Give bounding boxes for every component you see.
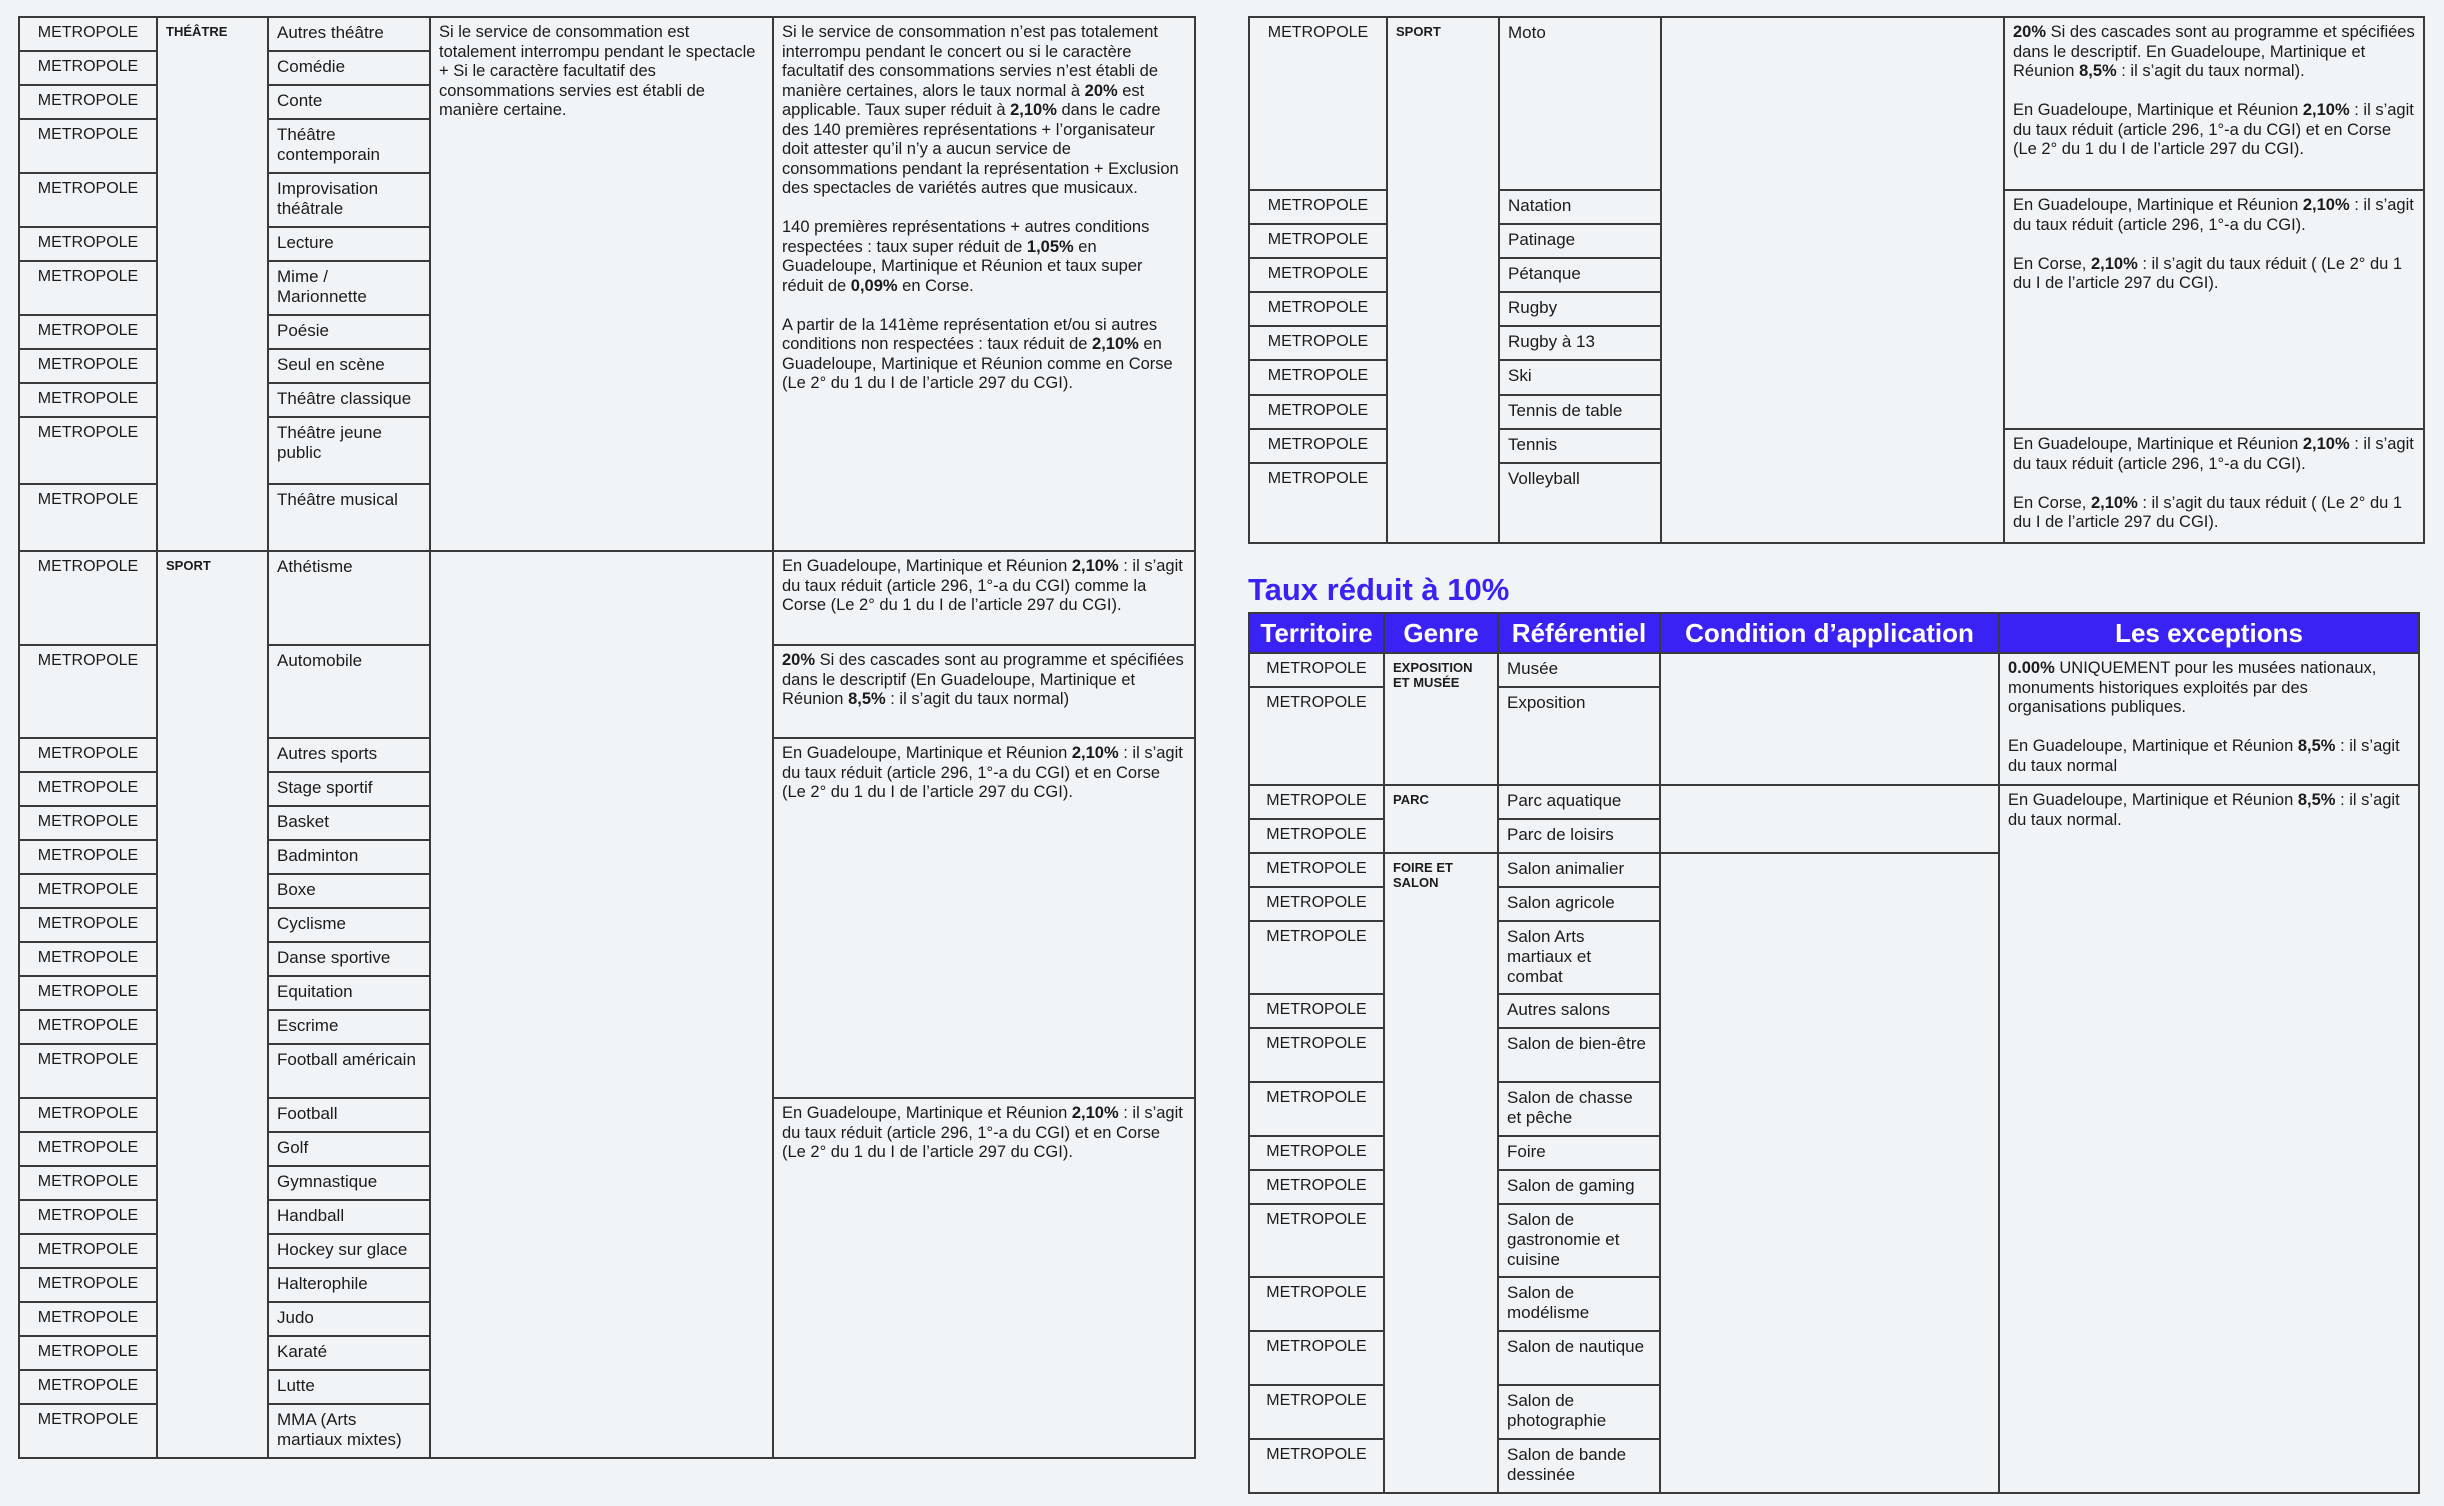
referentiel-cell: Salon de bien-être bbox=[1498, 1028, 1660, 1082]
referentiel-cell: MMA (Arts martiaux mixtes) bbox=[268, 1404, 430, 1458]
referentiel-cell: Natation bbox=[1499, 190, 1661, 224]
rate-highlight: 20% bbox=[2013, 23, 2047, 41]
header-territoire: Territoire bbox=[1249, 613, 1384, 653]
territory-cell: METROPOLE bbox=[19, 874, 157, 908]
territory-cell: METROPOLE bbox=[1249, 190, 1387, 224]
territory-cell: METROPOLE bbox=[1249, 1136, 1384, 1170]
territory-cell: METROPOLE bbox=[19, 1132, 157, 1166]
referentiel-cell: Tennis de table bbox=[1499, 395, 1661, 429]
right-bottom-table-panel bbox=[1248, 612, 2420, 1494]
referentiel-cell: Stage sportif bbox=[268, 772, 430, 806]
condition-cell bbox=[430, 551, 773, 1458]
referentiel-cell: Handball bbox=[268, 1200, 430, 1234]
referentiel-cell: Equitation bbox=[268, 976, 430, 1010]
referentiel-cell: Salon de photographie bbox=[1498, 1385, 1660, 1439]
referentiel-cell: Salon Arts martiaux et combat bbox=[1498, 921, 1660, 994]
referentiel-cell: Improvisation théâtrale bbox=[268, 173, 430, 227]
referentiel-cell: Autres salons bbox=[1498, 994, 1660, 1028]
referentiel-cell: Badminton bbox=[268, 840, 430, 874]
territory-cell: METROPOLE bbox=[19, 738, 157, 772]
condition-cell: Si le service de consommation est totalement interrompu pendant le spectacle + Si le caractère facultatif des consommations servies est établi de manière certaine. bbox=[430, 17, 773, 551]
genre-cell-exposition: EXPOSITION ET MUSÉE bbox=[1384, 653, 1498, 785]
territory-cell: METROPOLE bbox=[19, 484, 157, 551]
referentiel-cell: Parc aquatique bbox=[1498, 785, 1660, 819]
referentiel-cell: Moto bbox=[1499, 17, 1661, 190]
rate-highlight: 2,10% bbox=[1071, 744, 1119, 762]
referentiel-cell: Autres théâtre bbox=[268, 17, 430, 51]
rate-highlight: 2,10% bbox=[2302, 101, 2350, 119]
territory-cell: METROPOLE bbox=[1249, 853, 1384, 887]
rate-highlight: 0,09% bbox=[850, 276, 898, 295]
territory-cell: METROPOLE bbox=[1249, 360, 1387, 395]
table-row bbox=[1249, 17, 2424, 190]
rate-highlight: 0.00% bbox=[2008, 659, 2055, 677]
referentiel-cell: Autres sports bbox=[268, 738, 430, 772]
territory-cell: METROPOLE bbox=[1249, 687, 1384, 785]
referentiel-cell: Foire bbox=[1498, 1136, 1660, 1170]
rate-highlight: 2,10% bbox=[2302, 435, 2350, 453]
exception-cell: En Guadeloupe, Martinique et Réunion 8,5% : il s’agit du taux normal. bbox=[1999, 785, 2419, 1493]
territory-cell: METROPOLE bbox=[19, 976, 157, 1010]
referentiel-cell: Salon animalier bbox=[1498, 853, 1660, 887]
referentiel-cell: Boxe bbox=[268, 874, 430, 908]
exception-cell: 20% Si des cascades sont au programme et spécifiées dans le descriptif (En Guadeloupe, Martinique et Réunion 8,5% : il s’agit du taux normal) bbox=[773, 645, 1195, 738]
exception-cell: En Guadeloupe, Martinique et Réunion 2,10% : il s’agit du taux réduit (article 296, 1°-a du CGI). En Corse, 2,10% : il s’agit du taux réduit ( (Le 2° du 1 du I de l’article 297 du CGI). bbox=[2004, 429, 2424, 543]
territory-cell: METROPOLE bbox=[1249, 1439, 1384, 1493]
territory-cell: METROPOLE bbox=[1249, 463, 1387, 543]
right-sport-table bbox=[1248, 16, 2425, 544]
exception-cell: En Guadeloupe, Martinique et Réunion 2,10% : il s’agit du taux réduit (article 296, 1°-a du CGI) comme la Corse (Le 2° du 1 du I de l’article 297 du CGI). bbox=[773, 551, 1195, 645]
referentiel-cell: Gymnastique bbox=[268, 1166, 430, 1200]
referentiel-cell: Salon de gaming bbox=[1498, 1170, 1660, 1204]
territory-cell: METROPOLE bbox=[19, 1200, 157, 1234]
territory-cell: METROPOLE bbox=[19, 1404, 157, 1458]
territory-cell: METROPOLE bbox=[19, 1098, 157, 1132]
territory-cell: METROPOLE bbox=[19, 840, 157, 874]
exception-cell: En Guadeloupe, Martinique et Réunion 2,10% : il s’agit du taux réduit (article 296, 1°-a du CGI) et en Corse (Le 2° du 1 du I de l’article 297 du CGI). bbox=[773, 1098, 1195, 1458]
territory-cell: METROPOLE bbox=[19, 942, 157, 976]
territory-cell: METROPOLE bbox=[1249, 1028, 1384, 1082]
territory-cell: METROPOLE bbox=[19, 908, 157, 942]
referentiel-cell: Tennis bbox=[1499, 429, 1661, 463]
left-table-panel bbox=[18, 16, 1196, 1459]
referentiel-cell: Rugby bbox=[1499, 292, 1661, 326]
rate-highlight: 2,10% bbox=[1010, 101, 1057, 119]
territory-cell: METROPOLE bbox=[1249, 785, 1384, 819]
genre-cell-theatre: THÉÂTRE bbox=[157, 17, 268, 551]
referentiel-cell: Exposition bbox=[1498, 687, 1660, 785]
territory-cell: METROPOLE bbox=[19, 417, 157, 484]
rate-highlight: 2,10% bbox=[1092, 335, 1139, 353]
section-title: Taux réduit à 10% bbox=[1248, 572, 1510, 607]
territory-cell: METROPOLE bbox=[19, 227, 157, 261]
territory-cell: METROPOLE bbox=[1249, 224, 1387, 258]
territory-cell: METROPOLE bbox=[19, 173, 157, 227]
territory-cell: METROPOLE bbox=[1249, 258, 1387, 292]
rate-highlight: 8,5% bbox=[2297, 791, 2336, 809]
territory-cell: METROPOLE bbox=[1249, 326, 1387, 360]
referentiel-cell: Rugby à 13 bbox=[1499, 326, 1661, 360]
referentiel-cell: Automobile bbox=[268, 645, 430, 738]
territory-cell: METROPOLE bbox=[1249, 292, 1387, 326]
exception-cell: En Guadeloupe, Martinique et Réunion 2,10% : il s’agit du taux réduit (article 296, 1°-a du CGI) et en Corse (Le 2° du 1 du I de l’article 297 du CGI). bbox=[773, 738, 1195, 1098]
rate-highlight: 2,10% bbox=[2090, 254, 2138, 273]
right-top-table-panel bbox=[1248, 16, 2425, 544]
referentiel-cell: Hockey sur glace bbox=[268, 1234, 430, 1268]
rate-highlight: 2,10% bbox=[1071, 1104, 1119, 1122]
referentiel-cell: Pétanque bbox=[1499, 258, 1661, 292]
territory-cell: METROPOLE bbox=[19, 1336, 157, 1370]
referentiel-cell: Football bbox=[268, 1098, 430, 1132]
referentiel-cell: Salon de modélisme bbox=[1498, 1277, 1660, 1331]
territory-cell: METROPOLE bbox=[19, 85, 157, 119]
left-rate-table bbox=[18, 16, 1196, 1459]
referentiel-cell: Conte bbox=[268, 85, 430, 119]
territory-cell: METROPOLE bbox=[1249, 887, 1384, 921]
territory-cell: METROPOLE bbox=[19, 772, 157, 806]
territory-cell: METROPOLE bbox=[1249, 17, 1387, 190]
rate-highlight: 2,10% bbox=[1071, 557, 1119, 575]
territory-cell: METROPOLE bbox=[19, 1166, 157, 1200]
territory-cell: METROPOLE bbox=[1249, 1082, 1384, 1136]
rate-highlight: 8,5% bbox=[2297, 737, 2336, 755]
referentiel-cell: Poésie bbox=[268, 315, 430, 349]
header-condition: Condition d’application bbox=[1660, 613, 1999, 653]
referentiel-cell: Salon de chasse et pêche bbox=[1498, 1082, 1660, 1136]
genre-cell-parc: PARC bbox=[1384, 785, 1498, 853]
territory-cell: METROPOLE bbox=[19, 645, 157, 738]
table-row bbox=[19, 17, 1195, 51]
referentiel-cell: Théâtre jeune public bbox=[268, 417, 430, 484]
genre-cell-sport: SPORT bbox=[1387, 17, 1499, 543]
referentiel-cell: Mime / Marionnette bbox=[268, 261, 430, 315]
table-row bbox=[1249, 653, 2419, 687]
territory-cell: METROPOLE bbox=[1249, 1277, 1384, 1331]
referentiel-cell: Athétisme bbox=[268, 551, 430, 645]
rate-highlight: 20% bbox=[782, 651, 816, 669]
rate-highlight: 20% bbox=[1084, 81, 1118, 100]
exception-cell: En Guadeloupe, Martinique et Réunion 2,10% : il s’agit du taux réduit (article 296, 1°-a du CGI). En Corse, 2,10% : il s’agit du taux réduit ( (Le 2° du 1 du I de l’article 297 du CGI). bbox=[2004, 190, 2424, 429]
referentiel-cell: Salon de gastronomie et cuisine bbox=[1498, 1204, 1660, 1277]
referentiel-cell: Lutte bbox=[268, 1370, 430, 1404]
territory-cell: METROPOLE bbox=[19, 1302, 157, 1336]
referentiel-cell: Patinage bbox=[1499, 224, 1661, 258]
territory-cell: METROPOLE bbox=[1249, 395, 1387, 429]
referentiel-cell: Musée bbox=[1498, 653, 1660, 687]
header-genre: Genre bbox=[1384, 613, 1498, 653]
referentiel-cell: Théâtre musical bbox=[268, 484, 430, 551]
exception-cell: 20% Si des cascades sont au programme et spécifiées dans le descriptif. En Guadeloupe, Martinique et Réunion 8,5% : il s’agit du taux normal). En Guadeloupe, Martinique et Réunion 2,10% : il s’agit du taux réduit (article 296, 1°-a du CGI) et en Corse (Le 2° du 1 du I de l’article 297 du CGI). bbox=[2004, 17, 2424, 190]
territory-cell: METROPOLE bbox=[1249, 994, 1384, 1028]
rate-highlight: 2,10% bbox=[2090, 493, 2138, 512]
referentiel-cell: Comédie bbox=[268, 51, 430, 85]
table-row bbox=[19, 551, 1195, 645]
exception-cell: Si le service de consommation n’est pas totalement interrompu pendant le concert ou si le caractère facultatif des consommations servies n’est établi de manière certaines, alors le taux normal à 20% est applicable. Taux super réduit à 2,10% dans le cadre des 140 premières représentations + l’organisateur doit attester qu’il n’y a aucun service de consommations pendant la représentation + Exclusion des spectacles de variétés autres que musicaux. 140 premières représentations + autres conditions respectées : taux super réduit de 1,05% en Guadeloupe, Martinique et Réunion et taux super réduit de 0,09% en Corse. A partir de la 141ème représentation et/ou si autres conditions non respectées : taux réduit de 2,10% en Guadeloupe, Martinique et Réunion comme en Corse (Le 2° du 1 du I de l’article 297 du CGI). bbox=[773, 17, 1195, 551]
territory-cell: METROPOLE bbox=[1249, 653, 1384, 687]
referentiel-cell: Salon de nautique bbox=[1498, 1331, 1660, 1385]
territory-cell: METROPOLE bbox=[19, 1268, 157, 1302]
referentiel-cell: Lecture bbox=[268, 227, 430, 261]
territory-cell: METROPOLE bbox=[1249, 1331, 1384, 1385]
referentiel-cell: Salon de bande dessinée bbox=[1498, 1439, 1660, 1493]
referentiel-cell: Seul en scène bbox=[268, 349, 430, 383]
header-exceptions: Les exceptions bbox=[1999, 613, 2419, 653]
condition-cell bbox=[1660, 653, 1999, 785]
referentiel-cell: Halterophile bbox=[268, 1268, 430, 1302]
territory-cell: METROPOLE bbox=[1249, 1204, 1384, 1277]
referentiel-cell: Parc de loisirs bbox=[1498, 819, 1660, 853]
territory-cell: METROPOLE bbox=[1249, 819, 1384, 853]
condition-cell bbox=[1660, 785, 1999, 853]
territory-cell: METROPOLE bbox=[19, 806, 157, 840]
rate-highlight: 1,05% bbox=[1026, 237, 1074, 256]
referentiel-cell: Football américain bbox=[268, 1044, 430, 1098]
referentiel-cell: Danse sportive bbox=[268, 942, 430, 976]
exception-cell: 0.00% UNIQUEMENT pour les musées nationaux, monuments historiques exploités par des organisations publiques. En Guadeloupe, Martinique et Réunion 8,5% : il s’agit du taux normal bbox=[1999, 653, 2419, 785]
territory-cell: METROPOLE bbox=[1249, 1385, 1384, 1439]
territory-cell: METROPOLE bbox=[19, 551, 157, 645]
table-row bbox=[1249, 785, 2419, 819]
territory-cell: METROPOLE bbox=[19, 1234, 157, 1268]
condition-cell bbox=[1661, 17, 2004, 543]
rate-highlight: 2,10% bbox=[2302, 196, 2350, 214]
territory-cell: METROPOLE bbox=[19, 261, 157, 315]
territory-cell: METROPOLE bbox=[1249, 1170, 1384, 1204]
reduced-rate-table bbox=[1248, 612, 2420, 1494]
referentiel-cell: Théâtre classique bbox=[268, 383, 430, 417]
rate-highlight: 8,5% bbox=[848, 690, 886, 708]
referentiel-cell: Karaté bbox=[268, 1336, 430, 1370]
referentiel-cell: Volleyball bbox=[1499, 463, 1661, 543]
condition-cell bbox=[1660, 853, 1999, 1493]
territory-cell: METROPOLE bbox=[19, 17, 157, 51]
genre-cell-sport: SPORT bbox=[157, 551, 268, 1458]
referentiel-cell: Théâtre contemporain bbox=[268, 119, 430, 173]
referentiel-cell: Ski bbox=[1499, 360, 1661, 395]
territory-cell: METROPOLE bbox=[1249, 921, 1384, 994]
referentiel-cell: Golf bbox=[268, 1132, 430, 1166]
referentiel-cell: Basket bbox=[268, 806, 430, 840]
territory-cell: METROPOLE bbox=[19, 383, 157, 417]
territory-cell: METROPOLE bbox=[19, 315, 157, 349]
referentiel-cell: Cyclisme bbox=[268, 908, 430, 942]
territory-cell: METROPOLE bbox=[19, 119, 157, 173]
territory-cell: METROPOLE bbox=[19, 51, 157, 85]
territory-cell: METROPOLE bbox=[19, 1010, 157, 1044]
rate-highlight: 8,5% bbox=[2079, 62, 2117, 80]
territory-cell: METROPOLE bbox=[1249, 429, 1387, 463]
referentiel-cell: Escrime bbox=[268, 1010, 430, 1044]
header-referentiel: Référentiel bbox=[1498, 613, 1660, 653]
referentiel-cell: Salon agricole bbox=[1498, 887, 1660, 921]
referentiel-cell: Judo bbox=[268, 1302, 430, 1336]
territory-cell: METROPOLE bbox=[19, 1044, 157, 1098]
genre-cell-foire: FOIRE ET SALON bbox=[1384, 853, 1498, 1493]
table-header-row bbox=[1249, 613, 2419, 653]
territory-cell: METROPOLE bbox=[19, 349, 157, 383]
territory-cell: METROPOLE bbox=[19, 1370, 157, 1404]
